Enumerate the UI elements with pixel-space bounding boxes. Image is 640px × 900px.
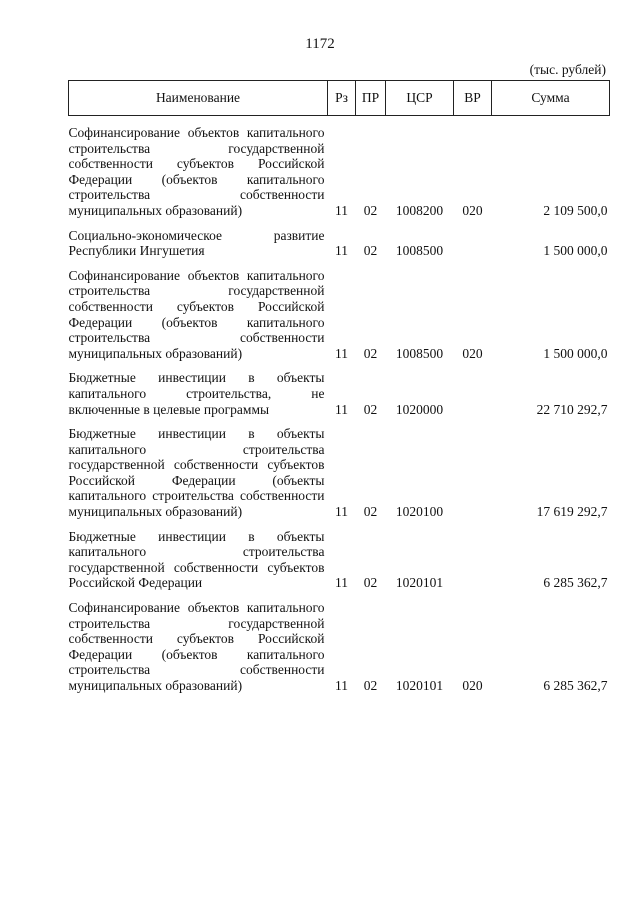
table-row — [69, 426, 610, 529]
table-row — [69, 116, 610, 228]
row-rz: 11 — [335, 504, 348, 520]
table-row — [69, 268, 610, 371]
header-csr: ЦСР — [386, 81, 454, 116]
row-pr: 02 — [363, 575, 378, 591]
row-csr: 1008500 — [395, 345, 444, 361]
table-row — [69, 600, 610, 703]
row-pr: 02 — [363, 202, 378, 218]
row-rz: 11 — [335, 575, 348, 591]
row-vr: 020 — [462, 678, 483, 693]
row-name: Софинансирование объектов капитального строительства государственной собственности субъектов Российской Федерации (объектов капитального строительства собственности муниципальных образований) — [68, 267, 325, 361]
table-header-row — [69, 81, 610, 116]
header-rz: Рз — [328, 81, 356, 116]
row-csr: 1020000 — [395, 401, 444, 417]
row-name: Социально-экономическое развитие Республики Ингушетия — [68, 227, 325, 259]
row-pr: 02 — [363, 345, 378, 361]
row-pr: 02 — [363, 504, 378, 520]
row-vr: 020 — [462, 202, 483, 218]
row-rz: 11 — [335, 401, 348, 417]
row-csr: 1008500 — [395, 243, 444, 259]
page-number: 1172 — [305, 36, 335, 52]
row-name: Софинансирование объектов капитального строительства государственной собственности субъектов Российской Федерации (объектов капитального строительства собственности муниципальных образований) — [68, 125, 325, 218]
table-row — [69, 228, 610, 268]
row-rz: 11 — [335, 243, 348, 259]
row-vr — [454, 370, 492, 426]
row-vr — [454, 529, 492, 600]
units-label: (тыс. рублей) — [529, 62, 606, 77]
row-sum: 6 285 362,7 — [543, 678, 608, 693]
row-sum: 6 285 362,7 — [543, 575, 608, 591]
row-sum: 22 710 292,7 — [536, 401, 608, 417]
row-sum: 2 109 500,0 — [543, 202, 608, 218]
row-csr: 1008200 — [395, 202, 444, 218]
header-vr: ВР — [454, 81, 492, 116]
row-pr: 02 — [363, 678, 378, 693]
row-name: Бюджетные инвестиции в объекты капитального строительства, не включенные в целевые программы — [68, 370, 325, 417]
row-pr: 02 — [363, 401, 378, 417]
row-vr — [454, 426, 492, 529]
table-row — [69, 370, 610, 426]
row-csr: 1020101 — [395, 678, 444, 693]
header-sum: Сумма — [492, 81, 610, 116]
row-name: Софинансирование объектов капитального строительства государственной собственности субъектов Российской Федерации (объектов капитального строительства собственности муниципальных образований) — [68, 600, 325, 693]
header-pr: ПР — [356, 81, 386, 116]
row-sum: 17 619 292,7 — [536, 504, 608, 520]
row-sum: 1 500 000,0 — [543, 345, 608, 361]
row-name: Бюджетные инвестиции в объекты капитального строительства государственной собственности субъектов Российской Федерации — [68, 528, 325, 591]
row-pr: 02 — [363, 243, 378, 259]
row-vr: 020 — [462, 345, 483, 361]
row-sum: 1 500 000,0 — [543, 243, 608, 259]
row-rz: 11 — [335, 345, 348, 361]
row-name: Бюджетные инвестиции в объекты капитального строительства государственной собственности субъектов Российской Федерации (объекты капитального строительства собственности муниципальных образований) — [68, 426, 325, 520]
row-rz: 11 — [335, 202, 348, 218]
table-row — [69, 529, 610, 600]
budget-table — [68, 80, 610, 703]
row-rz: 11 — [335, 678, 348, 693]
row-vr — [454, 228, 492, 268]
row-csr: 1020100 — [395, 504, 444, 520]
header-name: Наименование — [69, 81, 328, 116]
row-csr: 1020101 — [395, 575, 444, 591]
